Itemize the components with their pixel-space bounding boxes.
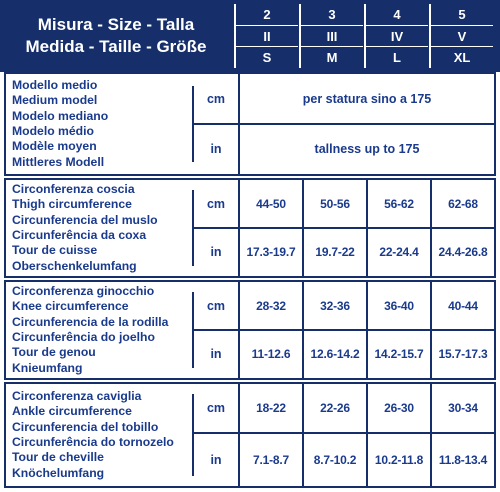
label-line: Ankle circumference	[12, 404, 132, 419]
label-line: Circonferenza ginocchio	[12, 284, 155, 299]
size-roman: II	[236, 25, 298, 47]
value-cell: 56-62	[384, 196, 414, 211]
label-line: Circonferenza coscia	[12, 182, 135, 197]
label-line: Oberschenkelumfang	[12, 258, 137, 273]
label-line: Modelo mediano	[12, 108, 109, 123]
label-line: Modelo médio	[12, 124, 94, 138]
value-cell: 22-24.4	[379, 245, 419, 259]
size-roman: IV	[366, 25, 428, 47]
size-letter: XL	[431, 46, 493, 68]
size-letter: M	[301, 46, 363, 68]
value-cell: 12.6-14.2	[310, 347, 360, 361]
label-line: Knöchelumfang	[12, 465, 105, 480]
label-line: Circonferenza caviglia	[12, 389, 142, 404]
value-cell: 28-32	[256, 298, 286, 313]
label-line: Modèle moyen	[12, 139, 97, 154]
value-cell: 15.7-17.3	[438, 347, 488, 361]
value-cell: 40-44	[448, 298, 478, 313]
size-number: 4	[393, 6, 401, 22]
unit-cm: cm	[206, 91, 226, 106]
size-number: 5	[458, 6, 466, 22]
value-cell: 7.1-8.7	[253, 452, 289, 467]
thigh-block	[4, 178, 496, 278]
unit-cm: cm	[206, 401, 226, 415]
thigh-labels	[12, 180, 192, 276]
header-title-line1: Misura - Size - Talla	[37, 15, 195, 34]
ankle-block	[4, 382, 496, 488]
value-cell: 18-22	[256, 401, 286, 415]
model-in-text: tallness up to 175	[314, 142, 420, 156]
value-cell: 36-40	[384, 298, 414, 313]
label-line: Circunferência do joelho	[12, 330, 155, 344]
knee-labels	[12, 282, 192, 378]
size-letter: L	[366, 46, 428, 68]
unit-in: in	[210, 142, 222, 156]
value-cell: 44-50	[256, 196, 286, 211]
value-cell: 30-34	[448, 401, 478, 415]
value-cell: 24.4-26.8	[438, 245, 488, 259]
value-cell: 32-36	[320, 298, 350, 313]
unit-in: in	[210, 452, 222, 467]
size-column-5	[431, 4, 493, 68]
label-line: Tour de cuisse	[12, 243, 98, 258]
size-header	[0, 0, 500, 72]
label-line: Circunferencia del muslo	[12, 212, 158, 227]
size-number: 2	[263, 6, 271, 22]
value-cell: 19.7-22	[315, 245, 355, 259]
value-cell: 14.2-15.7	[374, 347, 424, 361]
label-line: Medium model	[12, 93, 98, 108]
ankle-labels	[12, 384, 192, 486]
size-roman: V	[431, 25, 493, 47]
unit-cm: cm	[206, 196, 226, 211]
label-line: Circunferência do tornozelo	[12, 435, 174, 449]
label-line: Circunferencia de la rodilla	[12, 314, 169, 329]
model-cm-text: per statura sino a 175	[302, 91, 432, 106]
unit-in: in	[210, 245, 222, 259]
value-cell: 26-30	[384, 401, 414, 415]
label-line: Circunferencia del tobillo	[12, 419, 159, 434]
knee-block	[4, 280, 496, 380]
label-line: Knieumfang	[12, 360, 83, 375]
value-cell: 50-56	[320, 196, 350, 211]
size-letter: S	[236, 46, 298, 68]
model-labels	[12, 74, 192, 174]
value-cell: 11-12.6	[251, 347, 291, 361]
size-roman: III	[301, 25, 363, 47]
header-title-line2: Medida - Taille - Größe	[25, 37, 207, 56]
unit-cm: cm	[206, 298, 226, 313]
size-column-2	[236, 4, 298, 68]
size-column-3	[301, 4, 363, 68]
size-number: 3	[328, 6, 336, 22]
label-line: Mittleres Modell	[12, 154, 105, 169]
size-column-4	[366, 4, 428, 68]
label-line: Thigh circumference	[12, 197, 132, 212]
value-cell: 17.3-19.7	[246, 245, 296, 259]
label-line: Circunferência da coxa	[12, 228, 147, 242]
label-line: Tour de cheville	[12, 450, 104, 465]
value-cell: 62-68	[448, 196, 478, 211]
label-line: Modello medio	[12, 78, 98, 93]
header-title	[0, 0, 232, 72]
value-cell: 8.7-10.2	[313, 452, 357, 467]
value-cell: 11.8-13.4	[438, 452, 488, 467]
label-line: Tour de genou	[12, 345, 96, 360]
label-line: Knee circumference	[12, 299, 129, 314]
value-cell: 10.2-11.8	[374, 452, 424, 467]
model-block	[4, 72, 496, 176]
unit-in: in	[210, 347, 222, 361]
value-cell: 22-26	[320, 401, 350, 415]
